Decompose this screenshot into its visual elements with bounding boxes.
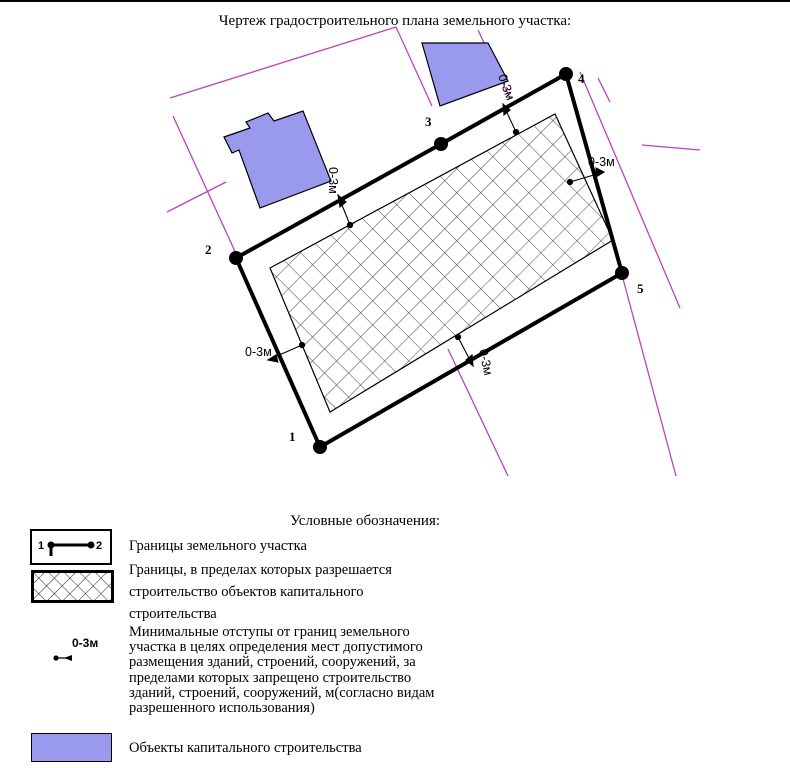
building-top [422, 43, 508, 106]
setback-dot [347, 222, 352, 227]
setback-label: 0-3м [476, 347, 496, 377]
legend-build-zone-line: Границы, в пределах которых разрешается [129, 562, 392, 578]
setback-dot [299, 342, 304, 347]
neighbor-line [167, 182, 226, 212]
vertex-point-3 [434, 137, 448, 151]
neighbor-line [598, 78, 610, 102]
legend-setback-text [129, 625, 434, 716]
legend-setback-line: зданий, строений, сооружений, м(согласно видам [129, 684, 435, 701]
setback-arrowhead [596, 168, 604, 177]
vertex-label-4: 4 [578, 71, 585, 86]
vertex-point-1 [313, 440, 327, 454]
legend-buildings-symbol [31, 733, 112, 762]
legend-setback-sym-label: 0-3м [72, 636, 99, 650]
legend-title: Условные обозначения: [289, 513, 441, 529]
legend-boundary-symbol [30, 529, 112, 565]
legend-setback-line: размещения зданий, строений, сооружений, за [129, 654, 416, 671]
neighbor-line [396, 27, 432, 106]
setback-dot [567, 179, 572, 184]
legend-setback-symbol [50, 636, 114, 666]
vertex-label-3: 3 [425, 114, 432, 129]
neighbor-line [580, 72, 680, 308]
legend-buildings-text: Объекты капитального строительства [129, 740, 362, 756]
legend-setback-line: пределами которых запрещено строительство [129, 669, 412, 686]
neighbor-line [622, 275, 676, 476]
legend-build-zone-line: строительства [129, 606, 217, 622]
neighbor-line [642, 145, 700, 150]
vertex-label-5: 5 [637, 281, 644, 296]
setback-label: 0-3м [588, 155, 615, 169]
legend-build-zone-line: строительство объектов капитального [129, 584, 364, 600]
legend-build-zone-symbol [31, 570, 114, 603]
setback-dot [455, 334, 460, 339]
legend-boundary-sym-label-2: 2 [96, 540, 103, 552]
vertex-point-4 [559, 67, 573, 81]
setback-label: 0-3м [495, 72, 518, 103]
legend-boundary-text: Границы земельного участка [129, 538, 307, 554]
legend-setback-line: разрешенного использования) [129, 700, 315, 717]
setback-label: 0-3м [245, 345, 272, 359]
neighbor-line [170, 27, 396, 98]
setback-dot [513, 129, 518, 134]
drawing-title: Чертеж градостроительного плана земельного участка: [218, 13, 572, 29]
legend-setback-line: Минимальные отступы от границ земельного [129, 624, 410, 640]
vertex-point-2 [229, 251, 243, 265]
vertex-point-5 [615, 266, 629, 280]
vertex-label-2: 2 [205, 242, 212, 257]
legend-build-zone-text [129, 562, 392, 622]
building-left [224, 111, 331, 208]
legend-setback-line: участка в целях определения мест допустимого [129, 639, 423, 656]
vertex-label-1: 1 [289, 429, 296, 444]
legend-boundary-sym-label-1: 1 [38, 540, 45, 552]
setback-label: 0-3м [326, 167, 340, 194]
